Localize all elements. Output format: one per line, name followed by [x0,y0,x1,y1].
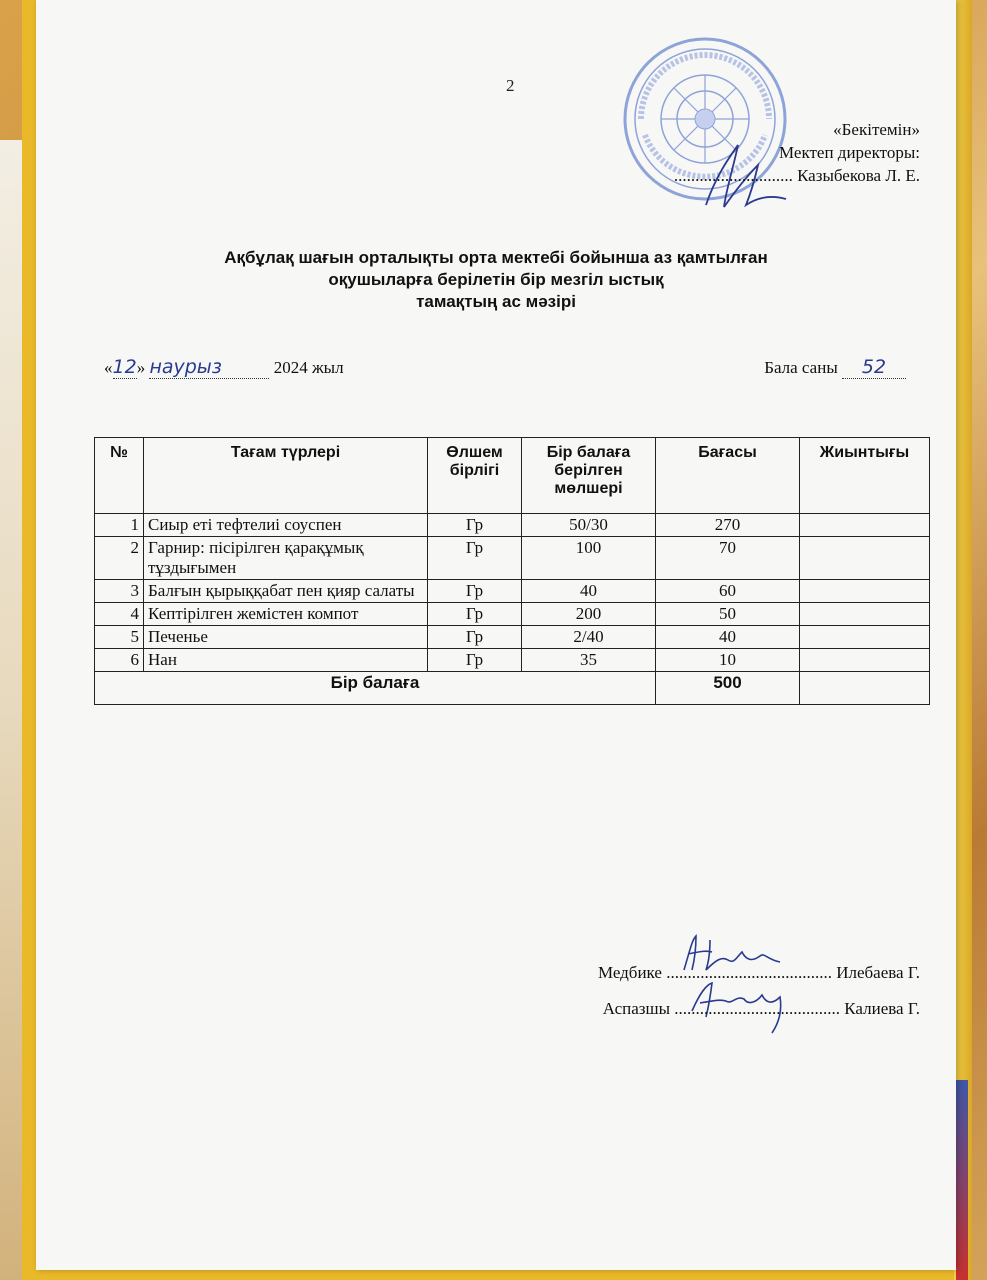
cook-signature-line [598,991,920,1027]
table-row [95,603,930,626]
cell-price: 270 [656,514,800,537]
date-year: 2024 жыл [273,358,344,377]
cell-unit: Гр [428,649,522,672]
cook-name: Калиева Г. [844,999,920,1018]
cell-total [800,514,930,537]
title-line-3: тамақтың ас мәзірі [416,292,576,311]
cell-total [800,580,930,603]
cell-number: 4 [95,603,144,626]
cell-number: 3 [95,580,144,603]
cell-number: 6 [95,649,144,672]
nurse-name: Илебаева Г. [836,963,920,982]
table-row [95,580,930,603]
document-title [76,247,916,313]
title-line-2: оқушыларға берілетін бір мезгіл ыстық [328,270,664,289]
cell-amount: 200 [522,603,656,626]
table-row [95,514,930,537]
cell-dish: Балғын қырыққабат пен қияр салаты [144,580,428,603]
cell-unit: Гр [428,514,522,537]
column-header-number: № [95,438,144,514]
signature-dots: ....................................... [666,963,832,982]
approval-position: Мектеп директоры: [779,143,920,162]
cell-price: 70 [656,537,800,580]
approval-block [674,118,920,187]
cell-number: 1 [95,514,144,537]
column-header-price: Бағасы [656,438,800,514]
cell-total [800,603,930,626]
cell-total [800,537,930,580]
cell-dish: Нан [144,649,428,672]
document-page [36,0,956,1270]
nurse-role: Медбике [597,963,662,982]
date-line [104,356,344,379]
page-number: 2 [506,76,515,95]
cell-dish: Печенье [144,626,428,649]
approval-signature-line [674,164,920,187]
column-header-total: Жиынтығы [800,438,930,514]
children-count-line [764,356,906,379]
cell-dish: Сиыр еті тефтелиі соуспен [144,514,428,537]
column-header-amount: Бір балаға берілген мөлшері [522,438,656,514]
approval-heading: «Бекітемін» [833,120,920,139]
cell-price: 40 [656,626,800,649]
cell-total [800,626,930,649]
quote-close: » [136,358,146,377]
title-line-1: Ақбұлақ шағын орталықты орта мектебі бойынша аз қамтылған [224,248,768,267]
handwritten-day: 12 [112,356,137,378]
quote-open: « [104,358,113,377]
total-value: 500 [656,672,800,705]
total-label: Бір балаға [95,672,656,705]
column-header-unit: Өлшем бірлігі [428,438,522,514]
children-count-label: Бала саны [764,358,838,377]
cell-amount: 100 [522,537,656,580]
director-name: Казыбекова Л. Е. [797,166,920,185]
signatures-block [598,955,920,1027]
cell-amount: 50/30 [522,514,656,537]
cell-number: 2 [95,537,144,580]
cook-role: Аспазшы [602,999,671,1018]
cell-dish: Гарнир: пісірілген қарақұмық тұздығымен [144,537,428,580]
cell-amount: 35 [522,649,656,672]
cell-unit: Гр [428,537,522,580]
table-total-row [95,672,930,705]
total-empty-cell [800,672,930,705]
column-header-dish: Тағам түрлері [144,438,428,514]
cell-amount: 40 [522,580,656,603]
table-header-row [95,438,930,514]
cell-price: 50 [656,603,800,626]
table-row [95,649,930,672]
handwritten-month: наурыз [149,356,269,379]
table-row [95,537,930,580]
table-row [95,626,930,649]
handwritten-children-count: 52 [842,356,906,379]
cell-unit: Гр [428,580,522,603]
cell-price: 10 [656,649,800,672]
cell-unit: Гр [428,603,522,626]
nurse-signature-line [598,955,920,991]
cell-dish: Кептірілген жемістен компот [144,603,428,626]
cell-total [800,649,930,672]
cell-unit: Гр [428,626,522,649]
signature-dots: ............................ [673,166,798,185]
folder-flap [956,1080,968,1280]
cell-amount: 2/40 [522,626,656,649]
menu-table [94,437,930,705]
cell-price: 60 [656,580,800,603]
cell-number: 5 [95,626,144,649]
signature-dots: ....................................... [674,999,841,1018]
